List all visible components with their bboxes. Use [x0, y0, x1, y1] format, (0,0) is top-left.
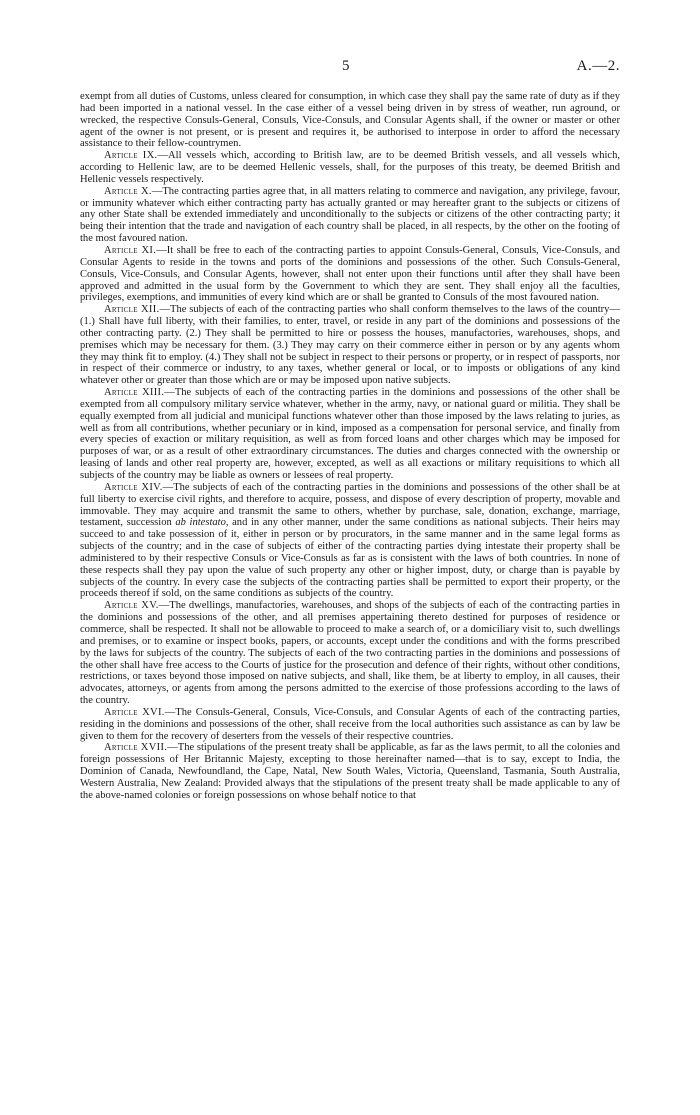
- article-text: —The stipulations of the present treaty shall be applicable, as far as the laws permit, to all the colonies and foreign possessions of Her Britannic Majesty, excepting to those hereinafter named—that is to say, except to India, the Dominion of Canada, Newfoundland, the Cape, Natal, New South Wales, Victoria, Queensland, Tasmania, South Australia, Western Australia, New Zealand: Provided always that the stipulations of the present treaty shall be made applicable to any of the above-named colonies or foreign possessions on whose behalf notice to that: [80, 742, 621, 801]
- paragraph-continuation: [80, 91, 620, 150]
- article-heading: Article X.: [104, 185, 152, 197]
- article-xiv: [80, 482, 620, 600]
- article-xv: [80, 600, 620, 707]
- page-header: [80, 58, 620, 78]
- article-x: [80, 186, 620, 245]
- article-heading: Article XVI.: [104, 706, 165, 718]
- article-text: —The subjects of each of the contracting parties in the dominions and possessions of the other shall be exempted from all compulsory military service whatever, whether in the army, navy, or national guard or militia. They shall be equally exempted from all judicial and municipal functions whatever other than those imposed by the laws relating to juries, as well as from all contributions, whether pecuniary or in kind, imposed as a compensation for personal service, and finally from every species of exaction or military requisition, as well as from forced loans and other charges which may be imposed for purposes of war, or as a result of other extraordinary circumstances. The duties and charges connected with the ownership or leasing of lands and other real property are, however, excepted, as well as all exactions or military requisitions to which all subjects of the country may be liable as owners or lessees of real property.: [80, 387, 620, 481]
- article-heading: Article IX.: [104, 150, 158, 162]
- article-text: —The subjects of each of the contracting parties who shall conform themselves to the laws of the country—(1.) Shall have full liberty, with their families, to enter, travel, or reside in any part of the dominions and possessions of the other contracting party. (2.) They shall be permitted to hire or possess the houses, manufactories, warehouses, shops, and premises which may be necessary for them. (3.) They may carry on their commerce either in person or by any agents whom they may think fit to employ. (4.) They shall not be subject in respect to their persons or property, or in respect of passports, nor in respect of their commerce or industry, to any taxes, whether general or local, or to imposts or obligations of any kind whatever other or greater than those which are or may be imposed upon native subjects.: [80, 304, 620, 387]
- article-text: —All vessels which, according to British law, are to be deemed British vessels, and all vessels which, according to Hellenic law, are to be deemed Hellenic vessels, shall, for the purposes of this treaty, be deemed British and Hellenic vessels respectively.: [80, 150, 620, 185]
- article-ix: [80, 150, 620, 186]
- article-heading: Article XIV.: [104, 481, 163, 493]
- article-heading: Article XVII.: [104, 742, 168, 754]
- article-xi: [80, 245, 620, 304]
- paragraph-text: exempt from all duties of Customs, unless cleared for consumption, in which case they shall pay the same rate of duty as if they had been imported in a national vessel. In the case either of a vessel being driven in by stress of weather, run aground, or wrecked, the respective Consuls-General, Consuls, Vice-Consuls, and Consular Agents shall, if the owner or master or other agent of the owner is not present, or is present and requires it, be authorised to interpose in order to afford the necessary assistance to their fellow-countrymen.: [80, 91, 620, 150]
- article-heading: Article XV.: [104, 600, 159, 612]
- article-text-after: , and in any other manner, under the same conditions as national subjects. Their heirs may succeed to and take possession of it, either in person or by procurators, in the same manner and in the same legal forms as subjects of the country; and in the case of subjects of either of the contracting parties dying intestate their property shall be administered to by their respective Consuls or Vice-Consuls as far as is consistent with the laws of both countries. In none of these respects shall they pay upon the value of such property any other or higher impost, duty, or charge than is payable by subjects of the country. In every case the subjects of the contracting parties shall be permitted to export their property, or the proceeds thereof if sold, on the same conditions as subjects of the country.: [80, 517, 620, 600]
- document-code: A.—2.: [576, 58, 620, 74]
- article-heading: Article XII.: [104, 304, 160, 316]
- article-text: —The dwellings, manufactories, warehouses, and shops of the subjects of each of the contracting parties in the dominions and possessions of the other, and all premises appertaining thereto destined for purposes of residence or commerce, shall be respected. It shall not be allowable to proceed to make a search of, or a domiciliary visit to, such dwellings and premises, or to examine or inspect books, papers, or accounts, except under the conditions and with the forms prescribed by the laws for subjects of the country. The subjects of each of the two contracting parties in the dominions and possessions of the other shall have free access to the Courts of justice for the prosecution and defence of their rights, without other conditions, restrictions, or taxes beyond those imposed on native subjects, and shall, like them, be at liberty to employ, in all causes, their advocates, attorneys, or agents from among the persons admitted to the exercise of those professions according to the laws of the country.: [80, 600, 621, 707]
- article-text-before: —The subjects of each of the contracting parties in the dominions and possessions of the other shall be at full liberty to exercise civil rights, and therefore to acquire, possess, and dispose of every description of property, movable and immovable. They may acquire and transmit the same to others, whether by purchase, sale, donation, exchange, marriage, testament, succession: [80, 481, 621, 529]
- article-text: —It shall be free to each of the contracting parties to appoint Consuls-General, Consuls, Vice-Consuls, and Consular Agents to reside in the towns and ports of the dominions and possessions of the other. Such Consuls-General, Consuls, Vice-Consuls, and Consular Agents, however, shall not enter upon their functions until after they shall have been approved and admitted in the usual form by the Government to which they are sent. They shall enjoy all the faculties, privileges, exemptions, and immunities of every kind which are or shall be granted to Consuls of the most favoured nation.: [80, 244, 620, 304]
- article-xiii: [80, 387, 620, 482]
- article-heading: Article XIII.: [104, 387, 165, 399]
- article-xii: [80, 304, 620, 387]
- document-body: [80, 91, 620, 802]
- article-text: —The contracting parties agree that, in all matters relating to commerce and navigation, any privilege, favour, or immunity whatever which either contracting party has actually granted or may hereafter grant to the subjects or citizens of any other State shall be extended immediately and unconditionally to the subjects or citizens of the other contracting party; it being their intention that the trade and navigation of each country shall be placed, in all respects, by the other on the footing of the most favoured nation.: [80, 185, 620, 245]
- article-heading: Article XI.: [104, 244, 157, 256]
- article-xvii: [80, 742, 620, 801]
- article-xvi: [80, 707, 620, 743]
- page-number: 5: [342, 58, 350, 74]
- article-text: —The Consuls-General, Consuls, Vice-Consuls, and Consular Agents of each of the contracting parties, residing in the dominions and possessions of the other, shall receive from the local authorities such assistance as can by law be given to them for the recovery of deserters from the vessels of their respective countries.: [80, 706, 620, 742]
- latin-phrase: ab intestato: [175, 517, 226, 529]
